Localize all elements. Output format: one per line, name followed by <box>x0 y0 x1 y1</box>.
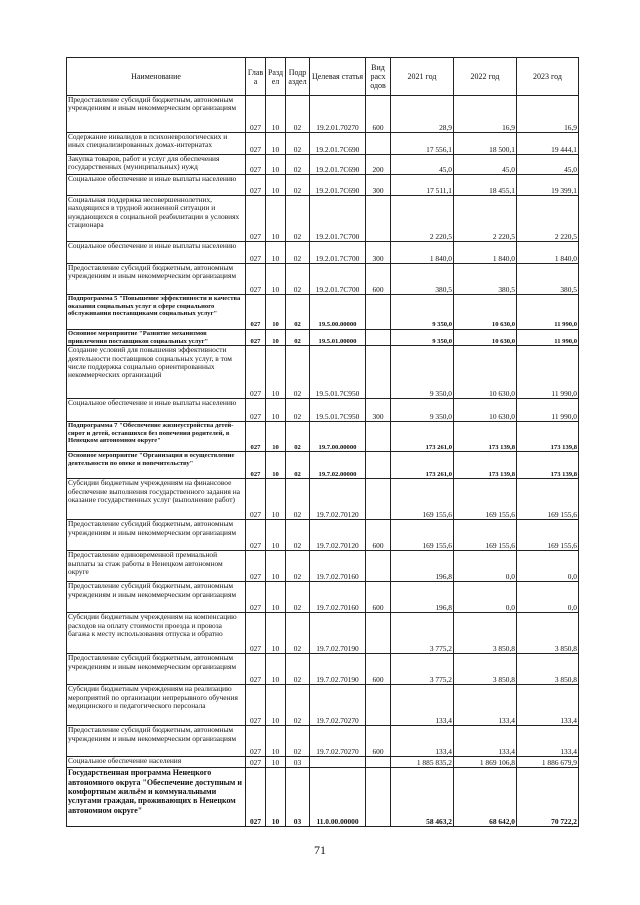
row-podrazdel: 02 <box>286 582 310 613</box>
row-razdel: 10 <box>266 196 286 242</box>
table-body <box>67 96 579 827</box>
row-2022: 10 630,0 <box>454 295 517 330</box>
row-razdel: 10 <box>266 242 286 264</box>
table-row <box>67 175 579 196</box>
row-2022: 173 139,8 <box>454 422 517 452</box>
row-razdel: 10 <box>266 264 286 295</box>
row-2021: 1 840,0 <box>391 242 454 264</box>
row-name: Подпрограмма 5 "Повышение эффективности и качества оказания социальных услуг в сфере социального обслуживания поставщиками социальных услуг" <box>67 295 246 330</box>
row-2021: 17 511,1 <box>391 175 454 196</box>
row-razdel: 10 <box>266 685 286 726</box>
row-name: Государственная программа Ненецкого автономного округа "Обеспечение доступным и комфортным жильём и коммунальными услугами граждан, проживающих в Ненецком автономном округе" <box>67 768 246 827</box>
row-podrazdel: 02 <box>286 264 310 295</box>
row-vid: 600 <box>366 654 391 685</box>
row-vid <box>366 330 391 346</box>
row-glava: 027 <box>246 399 266 422</box>
row-2023: 70 722,2 <box>517 768 579 827</box>
row-name: Социальное обеспечение и иные выплаты населению <box>67 399 246 422</box>
row-statya: 19.7.00.00000 <box>310 422 366 452</box>
row-2021: 9 350,0 <box>391 346 454 399</box>
row-statya <box>310 757 366 768</box>
row-2022: 10 630,0 <box>454 399 517 422</box>
table-row <box>67 96 579 133</box>
row-2023: 11 990,0 <box>517 346 579 399</box>
row-glava: 027 <box>246 242 266 264</box>
row-statya: 19.7.02.70190 <box>310 654 366 685</box>
row-podrazdel: 02 <box>286 613 310 654</box>
row-glava: 027 <box>246 520 266 551</box>
row-glava: 027 <box>246 654 266 685</box>
row-statya: 19.2.01.7С700 <box>310 242 366 264</box>
table-row <box>67 196 579 242</box>
table-row <box>67 295 579 330</box>
row-podrazdel: 03 <box>286 757 310 768</box>
row-glava: 027 <box>246 196 266 242</box>
row-razdel: 10 <box>266 175 286 196</box>
row-2023: 1 886 679,9 <box>517 757 579 768</box>
row-statya: 19.7.02.70160 <box>310 551 366 582</box>
row-name: Субсидии бюджетным учреждениям на компенсацию расходов на оплату стоимости проезда и провоза багажа к месту использования отпуска и обратно <box>67 613 246 654</box>
table-row <box>67 479 579 520</box>
row-statya: 19.2.01.70270 <box>310 96 366 133</box>
row-podrazdel: 02 <box>286 422 310 452</box>
table-row <box>67 346 579 399</box>
row-statya: 19.7.02.70120 <box>310 479 366 520</box>
row-vid <box>366 479 391 520</box>
row-2023: 2 220,5 <box>517 196 579 242</box>
row-name: Предоставление субсидий бюджетным, автономным учреждениям и иным некоммерческим организациям <box>67 654 246 685</box>
row-2023: 16,9 <box>517 96 579 133</box>
row-razdel: 10 <box>266 582 286 613</box>
row-2022: 16,9 <box>454 96 517 133</box>
row-vid <box>366 133 391 155</box>
row-razdel: 10 <box>266 330 286 346</box>
row-podrazdel: 02 <box>286 479 310 520</box>
row-razdel: 10 <box>266 479 286 520</box>
header-name: Наименование <box>67 58 246 96</box>
row-statya: 19.7.02.00000 <box>310 452 366 479</box>
row-2022: 1 869 106,8 <box>454 757 517 768</box>
row-glava: 027 <box>246 582 266 613</box>
row-vid: 300 <box>366 242 391 264</box>
row-podrazdel: 02 <box>286 295 310 330</box>
row-2021: 196,8 <box>391 551 454 582</box>
row-razdel: 10 <box>266 654 286 685</box>
row-razdel: 10 <box>266 399 286 422</box>
row-2022: 18 455,1 <box>454 175 517 196</box>
header-razdel: Разд ел <box>266 58 286 96</box>
row-2022: 0,0 <box>454 551 517 582</box>
row-vid <box>366 685 391 726</box>
row-2021: 169 155,6 <box>391 479 454 520</box>
row-glava: 027 <box>246 757 266 768</box>
row-2021: 9 350,0 <box>391 330 454 346</box>
row-name: Закупка товаров, работ и услуг для обеспечения государственных (муниципальных) нужд <box>67 155 246 175</box>
row-glava: 027 <box>246 551 266 582</box>
table-row <box>67 551 579 582</box>
row-statya: 19.2.01.7С690 <box>310 155 366 175</box>
row-statya: 19.5.01.7С950 <box>310 346 366 399</box>
row-vid <box>366 346 391 399</box>
row-2023: 11 990,0 <box>517 399 579 422</box>
row-statya: 19.7.02.70190 <box>310 613 366 654</box>
row-2022: 133,4 <box>454 726 517 757</box>
row-statya: 19.2.01.7С690 <box>310 175 366 196</box>
row-razdel: 10 <box>266 726 286 757</box>
table-row <box>67 155 579 175</box>
row-glava: 027 <box>246 96 266 133</box>
row-name: Предоставление субсидий бюджетным, автономным учреждениям и иным некоммерческим организациям <box>67 726 246 757</box>
row-2021: 173 261,0 <box>391 422 454 452</box>
table-row <box>67 757 579 768</box>
row-name: Предоставление субсидий бюджетным, автономным учреждениям и иным некоммерческим организациям <box>67 582 246 613</box>
row-2023: 173 139,8 <box>517 422 579 452</box>
row-razdel: 10 <box>266 155 286 175</box>
row-2022: 380,5 <box>454 264 517 295</box>
row-2021: 3 775,2 <box>391 613 454 654</box>
row-2021: 196,8 <box>391 582 454 613</box>
row-2023: 3 850,8 <box>517 654 579 685</box>
row-podrazdel: 02 <box>286 399 310 422</box>
table-row <box>67 613 579 654</box>
row-2021: 2 220,5 <box>391 196 454 242</box>
row-razdel: 10 <box>266 295 286 330</box>
row-statya: 19.5.01.00000 <box>310 330 366 346</box>
header-vid: Вид расх одов <box>366 58 391 96</box>
table-row <box>67 582 579 613</box>
table-row <box>67 654 579 685</box>
row-2022: 3 850,8 <box>454 613 517 654</box>
row-glava: 027 <box>246 726 266 757</box>
row-razdel: 10 <box>266 96 286 133</box>
row-2023: 3 850,8 <box>517 613 579 654</box>
table-row <box>67 133 579 155</box>
row-statya: 19.5.00.00000 <box>310 295 366 330</box>
row-2021: 17 556,1 <box>391 133 454 155</box>
row-glava: 027 <box>246 768 266 827</box>
row-name: Социальное обеспечение и иные выплаты населению <box>67 175 246 196</box>
row-name: Создание условий для повышения эффективности деятельности поставщиков социальных услуг, в том числе поддержка социально ориентированных некоммерческих организаций <box>67 346 246 399</box>
row-razdel: 10 <box>266 520 286 551</box>
row-glava: 027 <box>246 175 266 196</box>
row-podrazdel: 02 <box>286 346 310 399</box>
row-vid: 600 <box>366 520 391 551</box>
row-name: Подпрограмма 7 "Обеспечение жизнеустройства детей-сирот и детей, оставшихся без попечения родителей, в Ненецком автономном округе" <box>67 422 246 452</box>
header-podrazdel: Подр аздел <box>286 58 310 96</box>
row-podrazdel: 02 <box>286 155 310 175</box>
row-name: Содержание инвалидов в психоневрологических и иных специализированных домах-интернатах <box>67 133 246 155</box>
row-statya: 19.7.02.70120 <box>310 520 366 551</box>
table-row <box>67 330 579 346</box>
row-razdel: 10 <box>266 551 286 582</box>
row-2021: 133,4 <box>391 685 454 726</box>
row-2023: 380,5 <box>517 264 579 295</box>
row-2021: 133,4 <box>391 726 454 757</box>
row-2021: 380,5 <box>391 264 454 295</box>
row-2023: 169 155,6 <box>517 479 579 520</box>
row-2023: 173 139,8 <box>517 452 579 479</box>
row-statya: 19.7.02.70270 <box>310 726 366 757</box>
row-glava: 027 <box>246 155 266 175</box>
row-2021: 58 463,2 <box>391 768 454 827</box>
row-podrazdel: 02 <box>286 520 310 551</box>
row-2023: 45,0 <box>517 155 579 175</box>
row-2022: 45,0 <box>454 155 517 175</box>
row-vid <box>366 452 391 479</box>
row-2021: 45,0 <box>391 155 454 175</box>
row-statya: 11.0.00.00000 <box>310 768 366 827</box>
row-vid <box>366 422 391 452</box>
row-2022: 0,0 <box>454 582 517 613</box>
header-glava: Глав а <box>246 58 266 96</box>
row-name: Предоставление субсидий бюджетным, автономным учреждениям и иным некоммерческим организациям <box>67 96 246 133</box>
header-2021: 2021 год <box>391 58 454 96</box>
row-2022: 173 139,8 <box>454 452 517 479</box>
row-2023: 0,0 <box>517 551 579 582</box>
table-row <box>67 520 579 551</box>
row-glava: 027 <box>246 685 266 726</box>
row-vid: 600 <box>366 264 391 295</box>
row-vid <box>366 757 391 768</box>
row-name: Основное мероприятие "Развитие механизмов привлечения поставщиков социальных услуг" <box>67 330 246 346</box>
header-row <box>67 58 579 96</box>
row-podrazdel: 02 <box>286 685 310 726</box>
row-name: Социальная поддержка несовершеннолетних, находящихся в трудной жизненной ситуации и нуждающихся в социальной реабилитации в условиях стационара <box>67 196 246 242</box>
row-2022: 169 155,6 <box>454 520 517 551</box>
row-2021: 169 155,6 <box>391 520 454 551</box>
row-podrazdel: 02 <box>286 133 310 155</box>
row-statya: 19.7.02.70270 <box>310 685 366 726</box>
row-2023: 133,4 <box>517 726 579 757</box>
row-glava: 027 <box>246 479 266 520</box>
row-2022: 1 840,0 <box>454 242 517 264</box>
row-vid <box>366 613 391 654</box>
row-2023: 0,0 <box>517 582 579 613</box>
row-2022: 68 642,0 <box>454 768 517 827</box>
row-statya: 19.2.01.7С700 <box>310 196 366 242</box>
row-2021: 28,9 <box>391 96 454 133</box>
table-row <box>67 422 579 452</box>
header-2023: 2023 год <box>517 58 579 96</box>
row-glava: 027 <box>246 264 266 295</box>
row-glava: 027 <box>246 422 266 452</box>
row-2022: 3 850,8 <box>454 654 517 685</box>
row-2023: 133,4 <box>517 685 579 726</box>
row-statya: 19.2.01.7С690 <box>310 133 366 155</box>
row-glava: 027 <box>246 133 266 155</box>
row-statya: 19.7.02.70160 <box>310 582 366 613</box>
header-statya: Целевая статья <box>310 58 366 96</box>
table-row <box>67 264 579 295</box>
row-glava: 027 <box>246 452 266 479</box>
row-2023: 19 444,1 <box>517 133 579 155</box>
row-razdel: 10 <box>266 757 286 768</box>
row-name: Субсидии бюджетным учреждениям на финансовое обеспечение выполнения государственного задания на оказание государственных услуг (выполнение работ) <box>67 479 246 520</box>
row-glava: 027 <box>246 295 266 330</box>
row-podrazdel: 02 <box>286 175 310 196</box>
row-name: Субсидии бюджетным учреждениям на реализацию мероприятий по организации непрерывного обучения медицинского и педагогического персонала <box>67 685 246 726</box>
row-podrazdel: 02 <box>286 551 310 582</box>
row-razdel: 10 <box>266 422 286 452</box>
page-number: 71 <box>314 843 326 857</box>
row-2022: 18 500,1 <box>454 133 517 155</box>
row-2022: 133,4 <box>454 685 517 726</box>
row-name: Предоставление субсидий бюджетным, автономным учреждениям и иным некоммерческим организациям <box>67 264 246 295</box>
table-row <box>67 452 579 479</box>
row-2021: 9 350,0 <box>391 295 454 330</box>
row-statya: 19.2.01.7С700 <box>310 264 366 295</box>
table-row <box>67 399 579 422</box>
row-vid: 600 <box>366 96 391 133</box>
row-2023: 169 155,6 <box>517 520 579 551</box>
row-razdel: 10 <box>266 768 286 827</box>
row-vid: 600 <box>366 582 391 613</box>
budget-table <box>66 57 579 827</box>
row-name: Предоставление единовременной премиальной выплаты за стаж работы в Ненецком автономном округе <box>67 551 246 582</box>
table-row <box>67 768 579 827</box>
row-vid: 600 <box>366 726 391 757</box>
row-vid: 300 <box>366 175 391 196</box>
row-2021: 9 350,0 <box>391 399 454 422</box>
row-podrazdel: 02 <box>286 96 310 133</box>
row-razdel: 10 <box>266 346 286 399</box>
row-2022: 169 155,6 <box>454 479 517 520</box>
row-2023: 19 399,1 <box>517 175 579 196</box>
row-2023: 11 990,0 <box>517 330 579 346</box>
row-podrazdel: 02 <box>286 196 310 242</box>
row-2023: 11 990,0 <box>517 295 579 330</box>
row-glava: 027 <box>246 346 266 399</box>
row-vid <box>366 768 391 827</box>
row-name: Социальное обеспечение населения <box>67 757 246 768</box>
row-podrazdel: 03 <box>286 768 310 827</box>
row-vid: 200 <box>366 155 391 175</box>
row-2021: 3 775,2 <box>391 654 454 685</box>
header-2022: 2022 год <box>454 58 517 96</box>
row-2022: 10 630,0 <box>454 330 517 346</box>
row-2022: 2 220,5 <box>454 196 517 242</box>
row-2021: 1 885 835,2 <box>391 757 454 768</box>
table-row <box>67 726 579 757</box>
row-vid <box>366 196 391 242</box>
row-glava: 027 <box>246 613 266 654</box>
row-2022: 10 630,0 <box>454 346 517 399</box>
row-name: Предоставление субсидий бюджетным, автономным учреждениям и иным некоммерческим организациям <box>67 520 246 551</box>
table-row <box>67 685 579 726</box>
table-row <box>67 242 579 264</box>
row-razdel: 10 <box>266 613 286 654</box>
row-podrazdel: 02 <box>286 330 310 346</box>
row-podrazdel: 02 <box>286 654 310 685</box>
row-vid <box>366 295 391 330</box>
row-podrazdel: 02 <box>286 242 310 264</box>
row-razdel: 10 <box>266 133 286 155</box>
row-podrazdel: 02 <box>286 452 310 479</box>
row-2023: 1 840,0 <box>517 242 579 264</box>
row-statya: 19.5.01.7С950 <box>310 399 366 422</box>
row-glava: 027 <box>246 330 266 346</box>
row-name: Основное мероприятие "Организация и осуществление деятельности по опеке и попечительству" <box>67 452 246 479</box>
row-podrazdel: 02 <box>286 726 310 757</box>
row-razdel: 10 <box>266 452 286 479</box>
row-2021: 173 261,0 <box>391 452 454 479</box>
row-vid <box>366 551 391 582</box>
row-name: Социальное обеспечение и иные выплаты населению <box>67 242 246 264</box>
row-vid: 300 <box>366 399 391 422</box>
